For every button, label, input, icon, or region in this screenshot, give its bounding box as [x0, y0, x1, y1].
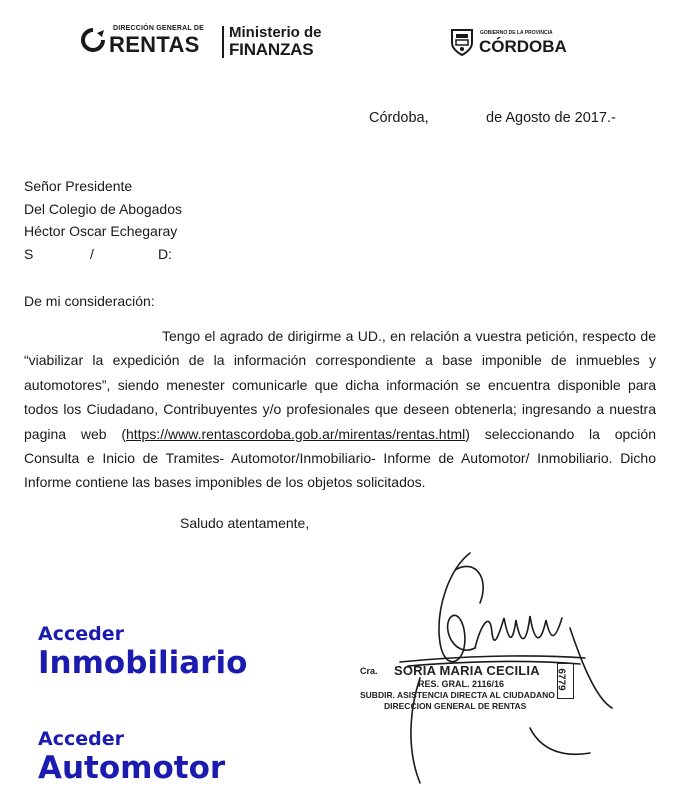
province-small-text: GOBIERNO DE LA PROVINCIA	[480, 30, 553, 36]
rentas-web-link[interactable]: https://www.rentascordoba.gob.ar/mirentas/rentas.html	[125, 425, 466, 442]
stamp-name: SORIA MARIA CECILIA	[394, 663, 540, 678]
rentas-logo	[80, 24, 322, 60]
access-label: Acceder	[38, 623, 124, 645]
province-big-text: CÓRDOBA	[479, 37, 567, 56]
date-rest: de Agosto de 2017.-	[486, 110, 616, 126]
sd-slash: /	[90, 245, 94, 262]
logo-divider	[222, 26, 224, 58]
stamp-office: DIRECCION GENERAL DE RENTAS	[384, 701, 527, 711]
closing: Saludo atentamente,	[180, 515, 310, 531]
automotor-label: Automotor	[38, 750, 226, 786]
rentas-circle-icon	[80, 27, 106, 53]
address-line: Del Colegio de Abogados	[24, 200, 183, 217]
address-line: Señor Presidente	[24, 178, 133, 194]
rentas-small-text: DIRECCIÓN GENERAL DE	[113, 25, 204, 32]
access-automotor-link[interactable]	[38, 728, 225, 786]
date-city: Córdoba,	[369, 110, 429, 126]
stamp-number: 6779	[555, 668, 567, 691]
salutation: De mi consideración:	[24, 293, 155, 309]
stamp-role: SUBDIR. ASISTENCIA DIRECTA AL CIUDADANO	[360, 690, 555, 700]
body-text-before-link: Tengo el agrado de dirigirme a UD., en relación a vuestra petición, respecto de “viabilizar la expedición de la información correspondiente a base imponible de inmuebles y automotores”, siendo menester comunicarle que dicha información se encuentra disponible para todos los Ciudadano, Contribuyentes y/o profesionales que deseen obtenerla; ingresando a nuestra pagina web (	[24, 328, 656, 442]
ministerio-line2: FINANZAS	[229, 40, 314, 59]
address-line: Héctor Oscar Echegaray	[24, 223, 178, 239]
access-label: Acceder	[38, 728, 124, 750]
stamp-prefix: Cra.	[360, 666, 378, 676]
cordoba-logo	[450, 28, 567, 62]
rentas-big-text: RENTAS	[109, 32, 200, 57]
address-block	[24, 175, 182, 265]
stamp-number-box	[557, 663, 574, 699]
ministerio-line1: Ministerio de	[229, 24, 322, 41]
letter-body	[24, 324, 656, 495]
cordoba-shield-icon	[450, 28, 474, 56]
body-text-after-link: ) seleccionando la opción Consulta e Inicio de Tramites- Automotor/Inmobiliario- Informe de Automotor/ Inmobiliario. Dicho Informe contiene las bases imponibles de los objetos solicitados.	[24, 425, 656, 491]
sd-line	[24, 243, 182, 265]
stamp-resolution: RES. GRAL. 2116/16	[418, 679, 505, 689]
access-inmobiliario-link[interactable]	[38, 623, 247, 681]
sd-d: D:	[158, 245, 172, 262]
inmobiliario-label: Inmobiliario	[38, 645, 248, 681]
sd-s: S	[24, 245, 34, 262]
